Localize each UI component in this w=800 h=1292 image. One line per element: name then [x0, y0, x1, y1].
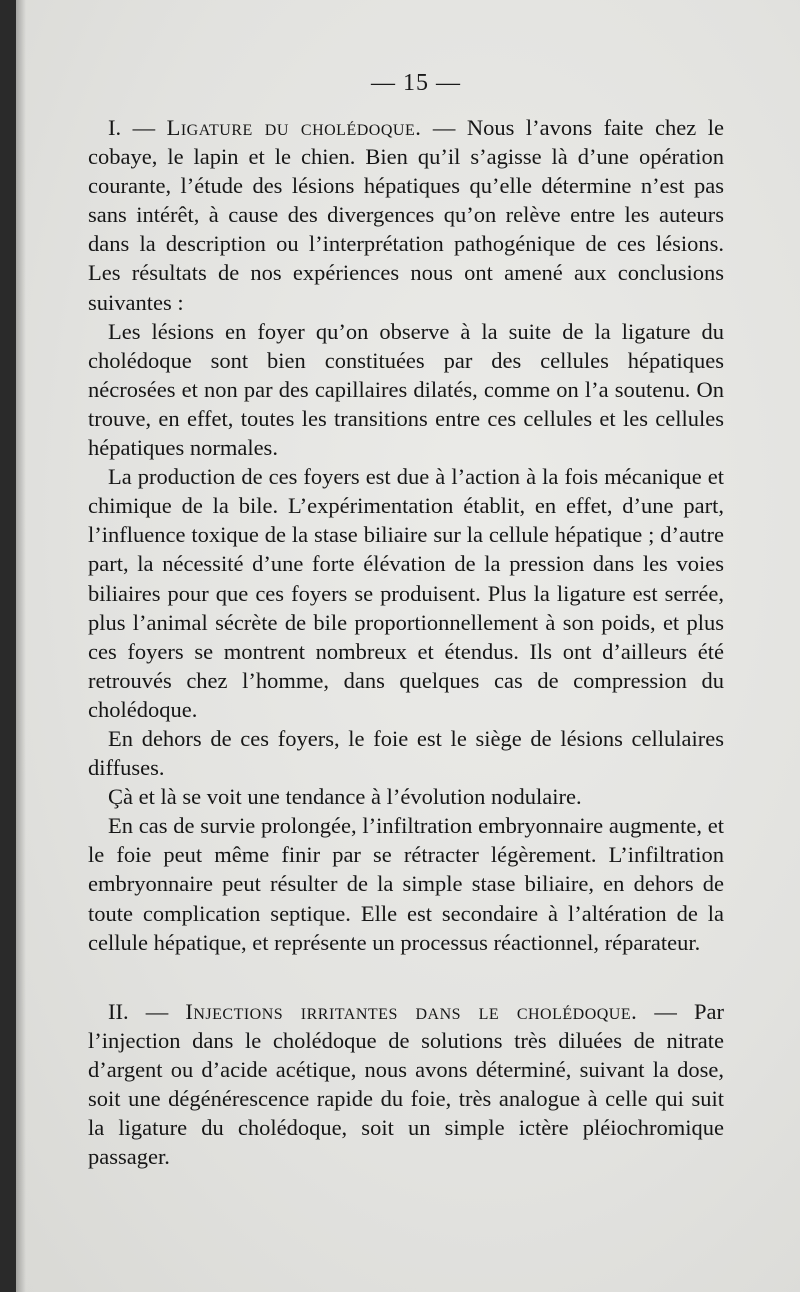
page-number: — 15 — [371, 70, 461, 96]
paragraph: En dehors de ces foyers, le foie est le siège de lésions cellulaires diffuses. [88, 725, 724, 781]
section-injections [88, 997, 724, 1172]
paragraph: Les lésions en foyer qu’on observe à la suite de la ligature du cholédoque sont bien constituées par des cellules hépatiques nécrosées et non par des capillaires dilatés, comme on l’a soutenu. On trouve, en effet, toutes les transitions entre ces cellules et les cellules hépatiques normales. [88, 318, 724, 461]
page-edge-shadow [16, 0, 26, 1292]
section-ligature [88, 113, 724, 957]
book-page [16, 0, 800, 1292]
paragraph: La production de ces foyers est due à l’action à la fois mécanique et chimique de la bile. L’expérimentation établit, en effet, d’une part, l’influence toxique de la stase biliaire sur la cellule hépatique ; d’autre part, la nécessité d’une forte élévation de la pression dans les voies biliaires pour que ces foyers se produisent. Plus la ligature est serrée, plus l’animal sécrète de bile proportionnellement à son poids, et plus ces foyers se montrent nombreux et étendus. Ils ont d’ailleurs été retrouvés chez l’homme, dans quelques cas de compression du cholédoque. [88, 464, 724, 722]
section-1-heading: Ligature du cholédoque. [166, 115, 422, 140]
section-2-heading: Injections irritantes dans le cholédoque. [185, 999, 638, 1024]
section-1-intro-text: — Nous l’avons faite chez le cobaye, le lapin et le chien. Bien qu’il s’agisse là d’une opération courante, l’étude des lésions hépatiques qu’elle détermine n’est pas sans intérêt, à cause des divergences qu’on relève entre les auteurs dans la description ou l’interprétation pathogénique de ces lésions. Les résultats de nos expériences nous ont amené aux conclusions suivantes : [88, 115, 724, 315]
section-2-number: II. — [108, 999, 186, 1024]
paragraph: Çà et là se voit une tendance à l’évolution nodulaire. [108, 784, 582, 810]
paragraph: En cas de survie prolongée, l’infiltration embryonnaire augmente, et le foie peut même finir par se rétracter légèrement. L’infiltration embryonnaire peut résulter de la simple stase biliaire, en dehors de toute complication septique. Elle est secondaire à l’altération de la cellule hépatique, et représente un processus réactionnel, réparateur. [88, 813, 724, 955]
section-1-number: I. — [108, 115, 167, 140]
section-1-intro-paragraph [88, 113, 724, 317]
section-2-intro-text: — Par l’injection dans le cholédoque de solutions très diluées de nitrate d’argent ou d’acide acétique, nous avons déterminé, suivant la dose, soit une dégénérescence rapide du foie, très analogue à celle qui suit la ligature du cholédoque, soit un simple ictère pléiochromique passager. [88, 999, 724, 1170]
section-2-intro-paragraph [88, 997, 724, 1172]
